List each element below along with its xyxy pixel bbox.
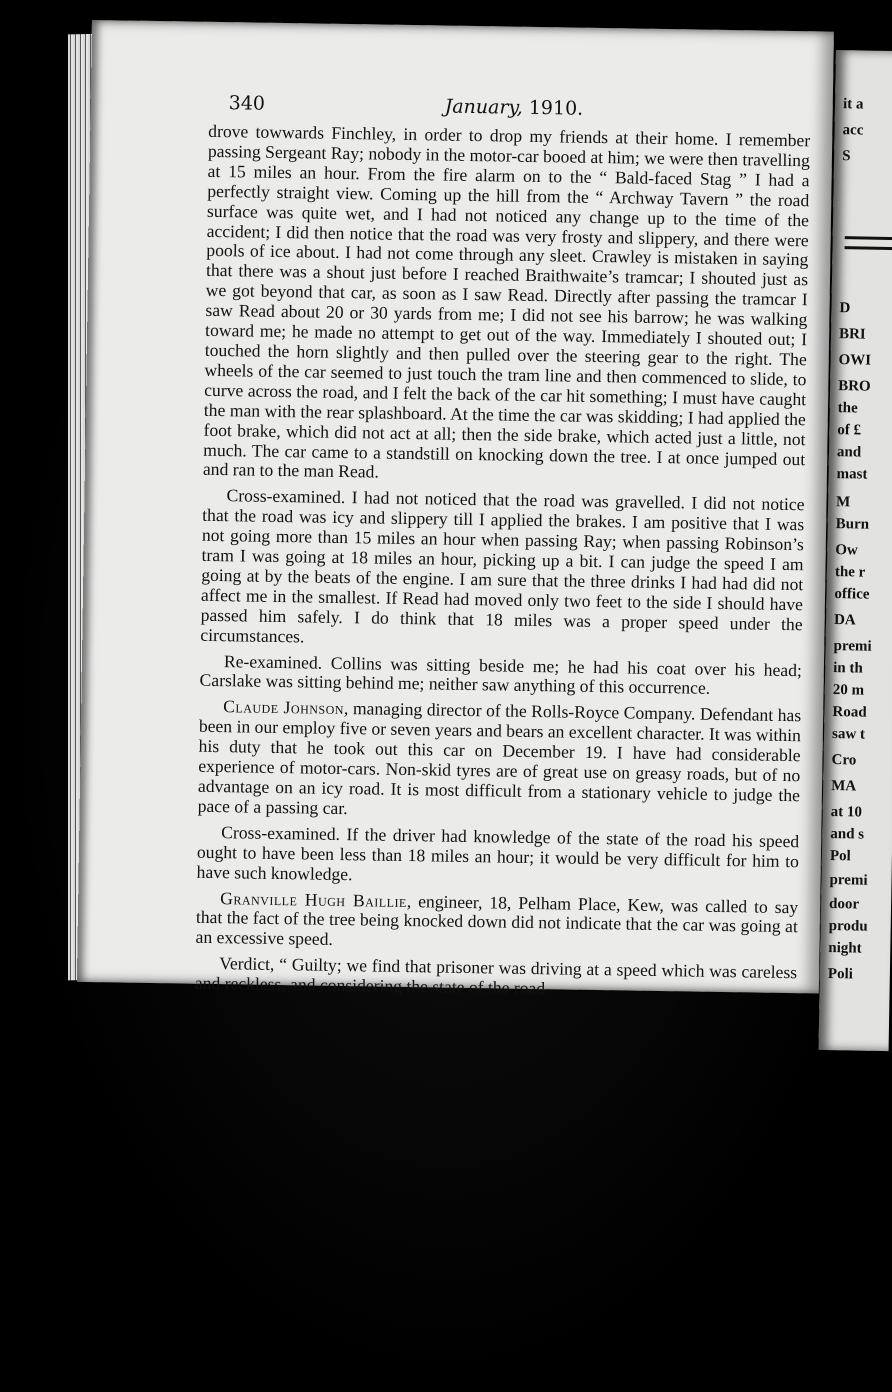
paragraph <box>195 888 798 957</box>
body-text <box>195 122 811 1003</box>
adjacent-page-fragment: premi <box>833 638 872 655</box>
adjacent-page-fragment: saw t <box>831 726 866 743</box>
paragraph: Cross-examined. I had not noticed that the road was gravelled. I did not notice that the road was icy and slippery till I applied the brakes. I am positive that I was not going more than 15 miles an hour when passing Ray; when passing Robinson’s tram I was going at 18 miles an hour, picking up a bit. I can judge the speed I am going at by the beats of the engine. I am sure that the three drinks I had had did not affect me in the smallest. If Read had moved only two feet to the side I should have passed him safely. I do think that 18 miles was a proper speed under the circumstances. <box>200 485 805 647</box>
paragraph: Verdict, “ Guilty; we find that prisoner was driving at a speed which was careless and reckless, and considering the state of the road <box>194 953 798 999</box>
section-rule <box>845 246 892 250</box>
adjacent-page-fragment: and <box>836 444 862 461</box>
adjacent-page-fragment: office <box>834 586 870 603</box>
adjacent-page-fragment: premi <box>829 872 868 889</box>
paragraph-text: , engineer, 18, Pelham Place, Kew, was called to say that the fact of the tree being knocked down did not indicate that the car was going at an excessive speed. <box>195 890 799 950</box>
adjacent-page-fragment: in th <box>833 660 863 677</box>
adjacent-page-fragment: the <box>837 400 858 417</box>
adjacent-page-fragment: BRO <box>837 378 871 395</box>
adjacent-page-fragment: Pol <box>829 848 851 865</box>
adjacent-page-fragment: 20 m <box>832 682 865 699</box>
running-month: January, <box>444 95 523 119</box>
adjacent-page-fragment: acc <box>842 122 864 139</box>
adjacent-page-fragment: DA <box>833 612 856 629</box>
adjacent-page-fragment: of £ <box>837 422 862 439</box>
adjacent-page-fragment: door <box>828 896 860 913</box>
adjacent-page-fragment: MA <box>831 778 857 795</box>
adjacent-page-fragment: D <box>839 300 851 317</box>
paragraph: Cross-examined. If the driver had knowledge of the state of the road his speed ought to have been less than 18 miles an hour; it would be very difficult for him to have such knowledge. <box>196 821 800 884</box>
paragraph <box>198 697 802 826</box>
adjacent-page-fragment: and s <box>830 826 865 843</box>
adjacent-page-fragment: mast <box>836 466 868 483</box>
adjacent-page-fragment: Cro <box>831 752 857 769</box>
running-year: 1910. <box>528 96 584 120</box>
book-page <box>77 20 834 999</box>
adjacent-page-fragment: Ow <box>835 542 858 559</box>
adjacent-page-fragment: it a <box>842 96 864 113</box>
witness-name: Granville Hugh Baillie <box>220 887 408 911</box>
adjacent-page-fragment: Poli <box>827 966 854 983</box>
section-rule <box>845 236 892 240</box>
adjacent-page-fragment: BRI <box>838 326 866 343</box>
page-content <box>195 92 811 1009</box>
paragraph: Re-examined. Collins was sitting beside me; he had his coat over his head; Carslake was sitting behind me; neither saw anything of this occurrence. <box>199 650 803 699</box>
adjacent-page-fragment: produ <box>828 918 868 935</box>
adjacent-page-fragment: night <box>828 940 862 957</box>
adjacent-page-fragment: S <box>842 148 851 165</box>
adjacent-page-fragment: Burn <box>835 516 870 533</box>
paragraph: drove towwards Finchley, in order to drop my friends at their home. I remember passing Sergeant Ray; nobody in the motor-car booed at him; we were then travelling at 15 miles an hour. From the fire alarm on to the “ Bald-faced Stag ” I had a perfectly straight view. Coming up the hill from the “ Archway Tavern ” the road surface was quite wet, and I had not noticed any change up to the time of the accident; I did then notice that the road was very frosty and slippery, and there were pools of ice about. I had not come through any sleet. Crawley is mistaken in saying that there was a shout just before I reached Braithwaite’s tramcar; I shouted just as we got beyond that car, as soon as I saw Read. Directly after passing the tramcar I saw Read about 20 or 30 yards from me; I did not see his barrow; he was walking toward me; he made no attempt to get out of the way. Immediately I shouted out; I touched the horn slightly and then pulled over the steering gear to the right. The wheels of the car seemed to just touch the tram line and then commenced to slide, to curve across the road, and I felt the back of the car hit something; I must have caught the man with the rear splashboard. At the time the car was skidding; I had applied the foot brake, which did not act at all; then the side brake, which acted just a little, not much. The car came to a standstill on knocking down the tree. I at once jumped out and ran to the man Read. <box>202 120 811 482</box>
adjacent-page-fragment: the r <box>834 564 866 581</box>
adjacent-page-fragment: OWI <box>838 352 872 369</box>
running-title <box>445 96 584 120</box>
paragraph-text: , managing director of the Rolls-Royce Company. Defendant has been in our employ five or seven years and bears an excellent character. It was within his duty that he took out this car on December 19. I have had considerable experience of motor-cars. Non-skid tyres are of great use on greasy roads, but of no advantage on an icy road. It is most difficult from a stationary vehicle to judge the pace of a passing car. <box>197 698 802 819</box>
adjacent-page-fragment: M <box>835 494 851 511</box>
adjacent-page-fragment: Road <box>832 704 867 721</box>
adjacent-page-fragment: at 10 <box>830 804 863 821</box>
page-number: 340 <box>228 92 266 115</box>
witness-name: Claude Johnson <box>223 696 345 719</box>
